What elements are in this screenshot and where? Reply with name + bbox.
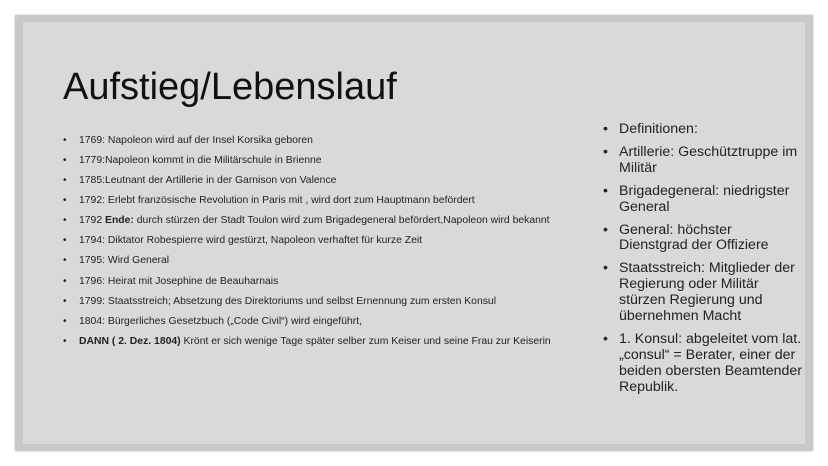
timeline-item: • DANN ( 2. Dez. 1804) Krönt er sich wenige Tage später selber zum Keiser und seine Frau zur Keiserin — [63, 336, 553, 348]
definition-item: • 1. Konsul: abgeleitet vom lat. „consul“ = Berater, einer der beiden obersten Beamtender Republik. — [603, 332, 803, 396]
definition-item: • Staatsstreich: Mitglieder der Regierung oder Militär stürzen Regierung und übernehmen Macht — [603, 261, 803, 325]
slide — [23, 22, 805, 444]
definition-item: • Artillerie: Geschütztruppe im Militär — [603, 145, 803, 177]
timeline-item: • 1769: Napoleon wird auf der Insel Korsika geboren — [63, 135, 553, 147]
timeline-item: • 1796: Heirat mit Josephine de Beauharnais — [63, 276, 553, 288]
definition-item: • General: höchster Dienstgrad der Offiziere — [603, 223, 803, 255]
timeline-item: • 1785:Leutnant der Artillerie in der Garnison von Valence — [63, 175, 553, 187]
timeline-item: • 1804: Bürgerliches Gesetzbuch („Code Civil“) wird eingeführt, — [63, 316, 553, 328]
timeline-item: • 1794: Diktator Robespierre wird gestürzt, Napoleon verhaftet für kurze Zeit — [63, 235, 553, 247]
timeline-item: • 1779:Napoleon kommt in die Militärschule in Brienne — [63, 155, 553, 167]
timeline-item: • 1799: Staatsstreich; Absetzung des Direktoriums und selbst Ernennung zum ersten Konsul — [63, 296, 553, 308]
timeline-list — [63, 135, 553, 356]
definitions-heading: • Definitionen: — [603, 122, 803, 138]
definitions-list — [603, 122, 803, 403]
slide-title: Aufstieg/Lebenslauf — [63, 66, 397, 108]
definition-item: • Brigadegeneral: niedrigster General — [603, 184, 803, 216]
timeline-item: • 1795: Wird General — [63, 255, 553, 267]
timeline-item: • 1792 Ende: durch stürzen der Stadt Toulon wird zum Brigadegeneral befördert,Napoleon wird bekannt — [63, 215, 553, 227]
timeline-item: • 1792: Erlebt französische Revolution in Paris mit , wird dort zum Hauptmann befördert — [63, 195, 553, 207]
